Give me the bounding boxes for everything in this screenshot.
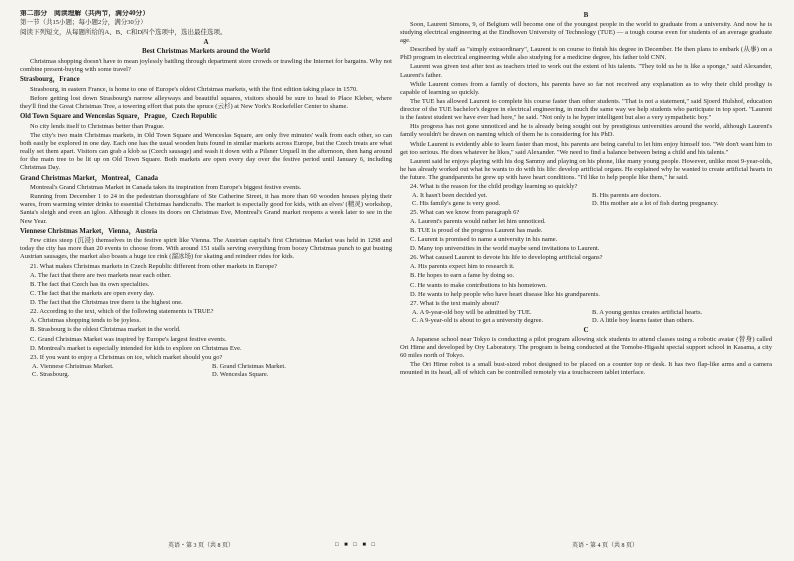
right-column bbox=[400, 10, 772, 530]
passage-letter-b: B bbox=[583, 11, 589, 19]
option: C. His family's gene is very good. bbox=[412, 200, 501, 208]
paragraph: Before getting lost down Strasbourg's narrow alleyways and beautiful squares, visitors should be sure to head to Place Kleber, where they'll find the Great Christmas Tree, a towering effort that puts the spruce (云杉) at New York's Rockefeller Center to shame. bbox=[20, 95, 392, 111]
paragraph: While Laurent is evidently able to learn faster than most, his parents are being careful to let him enjoy himself too. "We don't want him to get too serious. He does whatever he likes," said Alexander. "We need to find a balance between being a child and his talents." bbox=[400, 140, 772, 156]
options-grid bbox=[32, 363, 392, 379]
instruction: 阅读下列短文，从每题所给的A、B、C和D四个选项中，选出最佳选项。 bbox=[20, 28, 227, 36]
left-column bbox=[20, 10, 392, 530]
paragraph: A Japanese school near Tokyo is conducting a pilot program allowing sick students to attend classes using a robotic avatar (替身) called Ori Hime and developed by Ory Laboratory. The program is being conducted at the Tomobe-Higashi special support school in Kasama, a city 60 miles north of Tokyo. bbox=[400, 335, 772, 360]
registration-marks: □ ■ □ ■ □ bbox=[335, 542, 378, 548]
paragraph: Strasbourg, in eastern France, is home to one of Europe's oldest Christmas markets, with the first edition taking place in 1570. bbox=[30, 85, 358, 93]
paragraph: The TUE has allowed Laurent to complete his course faster than other students. "That is not a statement," said Sjoerd Hulshof, education director of the TUE bachelor's degree in electrical engineering, in much the same way we help students who participate in top sport. "Laurent is the fastest student we have ever had here," he said. "Not only is he hyper intelligent but also a very sympathetic boy." bbox=[400, 97, 772, 122]
paragraph: Laurent was given test after test as teachers tried to work out the extent of his talents. "They told us he is like a sponge," said Alexander, Laurent's father. bbox=[400, 63, 772, 79]
option: D. The fact that the Christmas tree there is the highest one. bbox=[30, 299, 183, 307]
passage-intro: Christmas shopping doesn't have to mean joylessly battling through department store crowds or trawling the Internet for bargains. Why not combine present-buying with some travel? bbox=[20, 58, 392, 74]
question-25: 25. What can we know from paragraph 6? bbox=[410, 208, 520, 216]
section-heading: 第二部分 阅读理解（共两节，满分40分） bbox=[20, 10, 150, 17]
option: C. Grand Christmas Market was inspired by Europe's largest festive events. bbox=[30, 335, 227, 343]
option: C. Strasbourg. bbox=[32, 371, 70, 379]
option: D. A little boy learns faster than others. bbox=[592, 317, 694, 324]
option: D. His mother ate a lot of fish during pregnancy. bbox=[592, 200, 719, 208]
passage-title-a: Best Christmas Markets around the World bbox=[142, 47, 270, 56]
place-heading-prague: Old Town Square and Wenceslas Square，Prague，Czech Republic bbox=[20, 113, 218, 121]
option: A. Laurent's parents would rather let him unnoticed. bbox=[410, 217, 546, 225]
paragraph: The city's two main Christmas markets, in Old Town Square and Wenceslas Square, are only five minutes' walk from each other, so can both easily be explored in one day. Each one has the usual wooden huts found in similar markets across Europe, but the Czech treats are what really set them apart. Visitors can grab a klob sa (Czech sausage) and wash it down with a Pilsner Urquell in the afternoon, then hang around for the main tree to be lit up on Old Town Square. Both markets are open every day over the festive period until January 6, including Christmas Day. bbox=[20, 131, 392, 172]
place-heading-strasbourg: Strasbourg，France bbox=[20, 76, 80, 84]
option: C. A 9-year-old is about to get a university degree. bbox=[412, 317, 544, 324]
paragraph: While Laurent comes from a family of doctors, his parents have so far not received any explanation as to why their child prodigy is capable of learning so quickly. bbox=[400, 80, 772, 96]
option: A. Viennese Christmas Market. bbox=[32, 362, 114, 370]
question-24: 24. What is the reason for the child prodigy learning so quickly? bbox=[410, 183, 578, 191]
option: C. He wants to make contributions to his hometown. bbox=[410, 281, 547, 289]
option: B. The fact that Czech has its own specialties. bbox=[30, 280, 150, 288]
option: B. His parents are doctors. bbox=[592, 192, 661, 200]
passage-letter-a: A bbox=[203, 37, 209, 46]
option: D. Many top universities in the world maybe send invitations to Laurent. bbox=[410, 245, 600, 252]
option: C. Laurent is promised to name a university in his name. bbox=[410, 235, 558, 243]
question-26: 26. What caused Laurent to devote his life to developing artificial organs? bbox=[410, 254, 603, 262]
option: A. The fact that there are two markets near each other. bbox=[30, 271, 172, 279]
option: B. Grand Christmas Market. bbox=[212, 362, 286, 370]
paragraph: The Ori Hime robot is a small bust-sized robot designed to be placed on a counter top or desk. It has two flap-like arms and a camera mounted in its head, all of which can be controlled remotely via a touchscreen tablet interface. bbox=[400, 361, 772, 377]
paragraph: Described by staff as "simply extraordinary", Laurent is on course to finish his degree in December. He then plans to embark (从事) on a PhD program in electrical engineering while also studying for a medicine degree, his father told CNN. bbox=[400, 46, 772, 62]
question-21: 21. What makes Christmas markets in Czech Republic different from other markets in Europe? bbox=[30, 262, 278, 270]
passage-letter-c: C bbox=[583, 326, 589, 335]
place-heading-montreal: Grand Christmas Market，Montreal，Canada bbox=[20, 174, 159, 182]
question-27: 27. What is the text mainly about? bbox=[410, 299, 500, 307]
options-grid bbox=[412, 192, 772, 208]
paragraph: Few cities steep (沉浸) themselves in the festive spirit like Vienna. The Austrian capital's first Christmas Market was held in 1298 and today the city has more than 20 events to choose from. With around 151 stalls serving everything from boozy Christmas punch to gut busting Austrian sausages, the market also boasts a huge ice rink (溜冰场) for skating and reindeer rides for kids. bbox=[20, 237, 392, 261]
paragraph: His progress has not gone unnoticed and he is already being sought out by prestigious universities around the world, although Laurent's family wouldn't be drawn on naming which of them he is considering for his PhD. bbox=[400, 123, 772, 139]
option: C. The fact that the markets are open every day. bbox=[30, 289, 155, 297]
option: A. It hasn't been decided yet. bbox=[412, 192, 488, 200]
option: A. A 9-year-old boy will be admitted by TUE. bbox=[412, 308, 532, 316]
paragraph: Laurent said he enjoys playing with his dog Sammy and playing on his phone, like many young people. However, unlike most 9-year-olds, he has already worked out what he wants to do with his life: develop artificial organs. He explained why he wanted to create artificial hearts in the future. The grandparents he grew up with have heart conditions. "I'd like to help people like them," he said. bbox=[400, 157, 772, 181]
paragraph: Running from December 1 to 24 in the pedestrian thoroughfare of Ste Catherine Street, it has more than 60 wooden houses plying their wares, from warming winter drinks to essential Christmas handicrafts. The market is especially good for kids, with an elves' (精灵) workshop, Santa's sleigh and even an igloo. Although it closes its doors on Christmas Eve, Montreal's Grand market reopens a week later to see in the New Year. bbox=[20, 193, 392, 225]
option: D. Montreal's market is especially intended for kids to explore on Christmas Eve. bbox=[30, 344, 242, 352]
paragraph: No city lends itself to Christmas better than Prague. bbox=[30, 122, 165, 130]
option: B. He hopes to earn a fame by doing so. bbox=[410, 272, 515, 280]
option: D. Wenceslas Square. bbox=[212, 371, 269, 379]
subsection-heading: 第一节（共15小题；每小题2分，满分30分） bbox=[20, 19, 147, 27]
paragraph: Soon, Laurent Simons, 9, of Belgium will become one of the youngest people in the world to graduate from a university. And now he is studying electrical engineering at the Eindhoven University of Technology (TUE) — a tough course even for students of an average graduate age. bbox=[400, 20, 772, 44]
question-23: 23. If you want to enjoy a Christmas on ice, which market should you go? bbox=[30, 353, 223, 361]
page-footer-left: 英语・第 3 页（共 8 页） bbox=[168, 543, 235, 549]
question-22: 22. According to the text, which of the following statements is TRUE? bbox=[30, 308, 214, 316]
option: A. His parents expect him to research it. bbox=[410, 263, 515, 271]
page-footer-right: 英语・第 4 页（共 8 页） bbox=[572, 543, 639, 549]
paragraph: Montreal's Grand Christmas Market in Canada takes its inspiration from Europe's biggest festive events. bbox=[30, 184, 302, 192]
option: D. He wants to help people who have heart disease like his grandparents. bbox=[410, 290, 600, 298]
options-grid bbox=[412, 309, 772, 325]
place-heading-vienna: Viennese Christmas Market，Vienna，Austria bbox=[20, 227, 158, 235]
option: B. TUE is proud of the progress Laurent has made. bbox=[410, 226, 543, 234]
option: B. A young genius creates artificial hearts. bbox=[592, 308, 703, 316]
option: A. Christmas shopping tends to be joyless. bbox=[30, 317, 141, 325]
option: B. Strasbourg is the oldest Christmas market in the world. bbox=[30, 326, 181, 334]
